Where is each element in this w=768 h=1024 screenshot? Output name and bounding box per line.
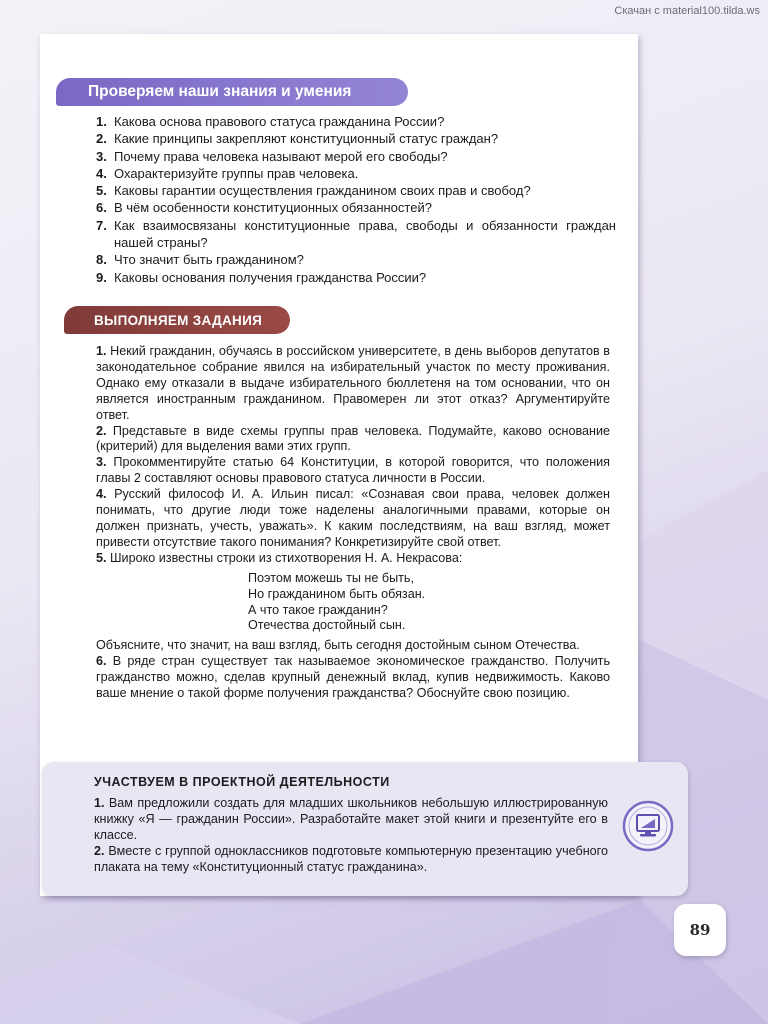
task-6: 6. В ряде стран существует так называемое экономическое гражданство. Получить гражданство можно, сделав крупный денежный вклад, купив недвижимость. Каково ваше мнение о такой форме получения гражданства? Обоснуйте свою позицию. bbox=[96, 654, 611, 701]
task-1: 1. Некий гражданин, обучаясь в российском университете, в день выборов депутатов в законодательное собрание явился на избирательный участок по месту проживания. Однако ему отказали в выдаче избирательного бюллетеня на том основании, что он является иностранным гражданином. Правомерен ли этот отказ? Аргументируйте ответ. bbox=[96, 344, 611, 422]
project-activity-box bbox=[42, 762, 688, 896]
task-5: 5. Широко известны строки из стихотворения Н. А. Некрасова: bbox=[96, 550, 463, 565]
project-items bbox=[94, 796, 608, 876]
poem-line: Поэтом можешь ты не быть, bbox=[248, 570, 414, 585]
list-item: 2. Какие принципы закрепляют конституционный статус граждан? bbox=[96, 131, 499, 147]
list-item: 4. Охарактеризуйте группы прав человека. bbox=[96, 165, 359, 181]
poem-line: Но гражданином быть обязан. bbox=[248, 586, 426, 601]
list-item: 7. Как взаимосвязаны конституционные права, свободы и обязанности граждан нашей страны? bbox=[96, 217, 616, 251]
tasks-block bbox=[96, 344, 610, 702]
list-item: 1. Какова основа правового статуса гражданина России? bbox=[96, 114, 445, 129]
project-title: УЧАСТВУЕМ В ПРОЕКТНОЙ ДЕЯТЕЛЬНОСТИ bbox=[94, 775, 390, 789]
list-item: 9. Каковы основания получения гражданства России? bbox=[96, 269, 427, 285]
task-5-continuation: Объясните, что значит, на ваш взгляд, быть сегодня достойным сыном Отечества. bbox=[96, 638, 580, 653]
page-number: 89 bbox=[674, 904, 726, 956]
questions-list bbox=[96, 113, 616, 286]
poem-line: А что такое гражданин? bbox=[248, 602, 388, 617]
list-item: 8. Что значит быть гражданином? bbox=[96, 252, 304, 268]
task-4: 4. Русский философ И. А. Ильин писал: «Сознавая свои права, человек должен понимать, что другие люди тоже наделены аналогичными правами, которые он должен признать, учесть, уважать». К каким последствиям, на ваш взгляд, может привести отсутствие такого понимания? Конкретизируйте свой ответ. bbox=[96, 487, 610, 549]
section-title: ВЫПОЛНЯЕМ ЗАДАНИЯ bbox=[94, 312, 263, 328]
project-item-2: 2. Вместе с группой одноклассников подготовьте компьютерную презентацию учебного плаката на тему «Конституционный статус гражданина». bbox=[94, 843, 608, 874]
list-item: 5. Каковы гарантии осуществления гражданином своих прав и свобод? bbox=[96, 183, 531, 199]
section-header-tasks bbox=[64, 306, 290, 334]
task-2: 2. Представьте в виде схемы группы прав человека. Подумайте, каково основание (критерий) для выделения вами этих групп. bbox=[96, 423, 610, 454]
list-item: 3. Почему права человека называют мерой его свободы? bbox=[96, 148, 448, 164]
section-header-check-knowledge bbox=[56, 78, 408, 106]
section-title: Проверяем наши знания и умения bbox=[88, 83, 352, 100]
task-3: 3. Прокомментируйте статью 64 Конституции, в которой говорится, что положения главы 2 составляют основы правового статуса личности в России. bbox=[96, 455, 611, 486]
project-item-1: 1. Вам предложили создать для младших школьников небольшую иллюстрированную книжку «Я — гражданин России». Разработайте макет этой книги и презентуйте его в классе. bbox=[94, 796, 608, 842]
computer-presentation-icon bbox=[622, 800, 674, 852]
list-item: 6. В чём особенности конституционных обязанностей? bbox=[96, 200, 432, 216]
poem-line: Отечества достойный сын. bbox=[248, 618, 406, 633]
watermark: Скачан с material100.tilda.ws bbox=[614, 5, 760, 17]
poem-quote bbox=[248, 571, 610, 635]
